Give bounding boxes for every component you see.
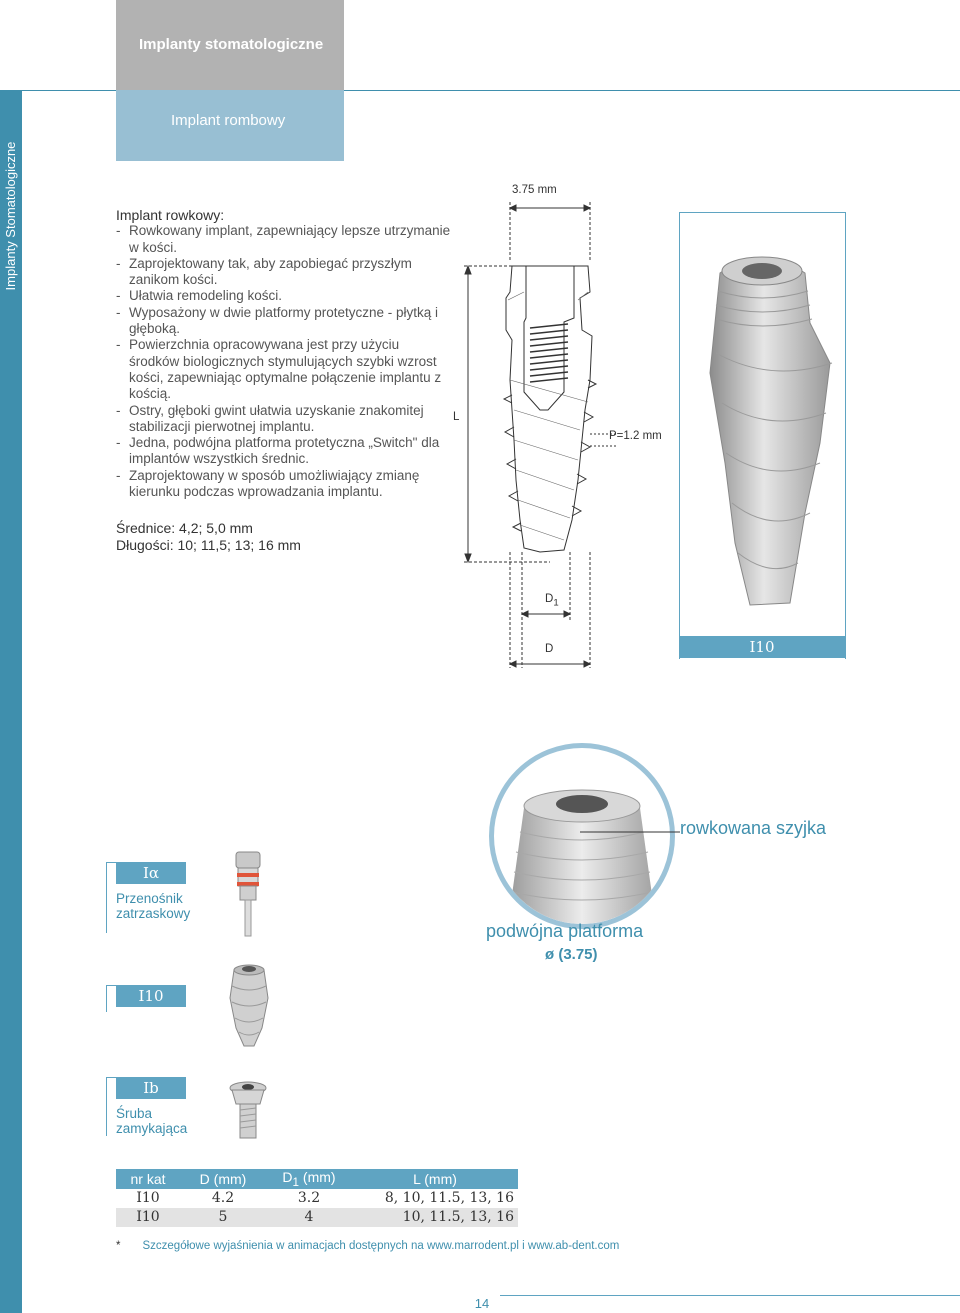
feature-item: - Rowkowany implant, zapewniający lepsze utrzymanie w kości. — [116, 223, 451, 256]
table-cell: 4.2 — [211, 1190, 235, 1207]
feature-item: - Ułatwia remodeling kości. — [116, 288, 451, 304]
table-row — [116, 1189, 518, 1208]
table-cell: 4 — [266, 1208, 352, 1227]
accessory-caption: Śruba zamykająca — [116, 1106, 188, 1136]
implant-photo-frame — [679, 212, 846, 659]
table-cell: I10 — [116, 1208, 180, 1227]
callout-line-top — [580, 828, 680, 836]
side-tab-label: Implanty Stomatologiczne — [3, 141, 18, 291]
lengths-text: Długości: 10; 11,5; 13; 16 mm — [116, 537, 301, 553]
table-cell: 5 — [180, 1208, 266, 1227]
feature-item: - Ostry, głęboki gwint ułatwia uzyskanie znakomitej stabilizacji pierwotnej implantu. — [116, 403, 451, 436]
table-row — [116, 1208, 518, 1227]
d-dimension-label: D — [545, 643, 554, 655]
callout-platform-diameter: ø (3.75) — [545, 946, 598, 963]
accessory-caption: Przenośnik zatrzaskowy — [116, 891, 191, 921]
footnote-marker: * — [116, 1240, 121, 1252]
product-code-tag: I10 — [679, 636, 845, 658]
implant-technical-drawing — [440, 180, 680, 670]
diameters-text: Średnice: 4,2; 5,0 mm — [116, 520, 253, 536]
header-cell: nr kat — [116, 1169, 180, 1189]
subsection-header — [116, 90, 344, 161]
header-cell: L (mm) — [352, 1169, 518, 1189]
table-cell: I10 — [136, 1190, 160, 1207]
accessory-code-tag: Ib — [116, 1077, 186, 1099]
footnote-text[interactable]: Szczegółowe wyjaśnienia w animacjach dostępnych na www.marrodent.pl i www.ab-dent.com — [142, 1240, 620, 1252]
accessory-code-tag: Iα — [116, 862, 186, 884]
table-header-row — [116, 1169, 518, 1189]
subsection-title: Implant rombowy — [171, 112, 286, 129]
feature-item: - Powierzchnia opracowywana jest przy użyciu środków biologicznych stymulujących szybki wzrost kości, zapewniając optymalne połączenie implantu z kością. — [116, 337, 451, 402]
feature-item: - Jedna, podwójna platforma protetyczna „Switch" dla implantów wszystkich średnic. — [116, 435, 451, 468]
header-cell: D (mm) — [180, 1169, 266, 1189]
d1-dimension-label: $D_1$ — [545, 593, 559, 609]
description — [116, 207, 451, 500]
feature-item: - Zaprojektowany tak, aby zapobiegać przyszłym zanikom kości. — [116, 256, 451, 289]
table-cell: 3.2 — [297, 1190, 321, 1207]
implant-neck-photo — [494, 748, 670, 924]
table-cell: 8, 10, 11.5, 13, 16 — [384, 1190, 514, 1207]
closing-screw-photo — [226, 1080, 270, 1142]
implant-small-photo — [226, 958, 272, 1048]
width-dimension-label: 3.75 mm — [512, 184, 557, 196]
table-cell: 10, 11.5, 13, 16 — [352, 1208, 518, 1227]
section-title: Implanty stomatologiczne — [139, 36, 324, 53]
neck-detail-circle — [489, 743, 675, 929]
section-header — [116, 0, 344, 90]
page-footer-line — [500, 1295, 960, 1296]
pitch-dimension-label: P=1.2 mm — [609, 430, 662, 442]
callout-grooved-neck: rowkowana szyjka — [680, 818, 827, 838]
specifications — [116, 520, 301, 554]
catalog-table — [116, 1169, 518, 1227]
footnote — [116, 1240, 619, 1252]
feature-item: - Zaprojektowany w sposób umożliwiający zmianę kierunku podczas wprowadzania implantu. — [116, 468, 451, 501]
header-cell: $D_1$ (mm) — [266, 1169, 352, 1189]
description-title: Implant rowkowy: — [116, 207, 225, 223]
transfer-carrier-photo — [230, 848, 266, 940]
feature-list — [116, 223, 451, 500]
page-number: 14 — [474, 1296, 490, 1311]
accessory-code-tag: I10 — [116, 985, 186, 1007]
length-dimension-label: L — [453, 411, 460, 423]
feature-item: - Wyposażony w dwie platformy protetyczne - płytką i głęboką. — [116, 305, 451, 338]
callout-double-platform: podwójna platforma — [486, 921, 644, 941]
implant-photo — [680, 213, 845, 637]
